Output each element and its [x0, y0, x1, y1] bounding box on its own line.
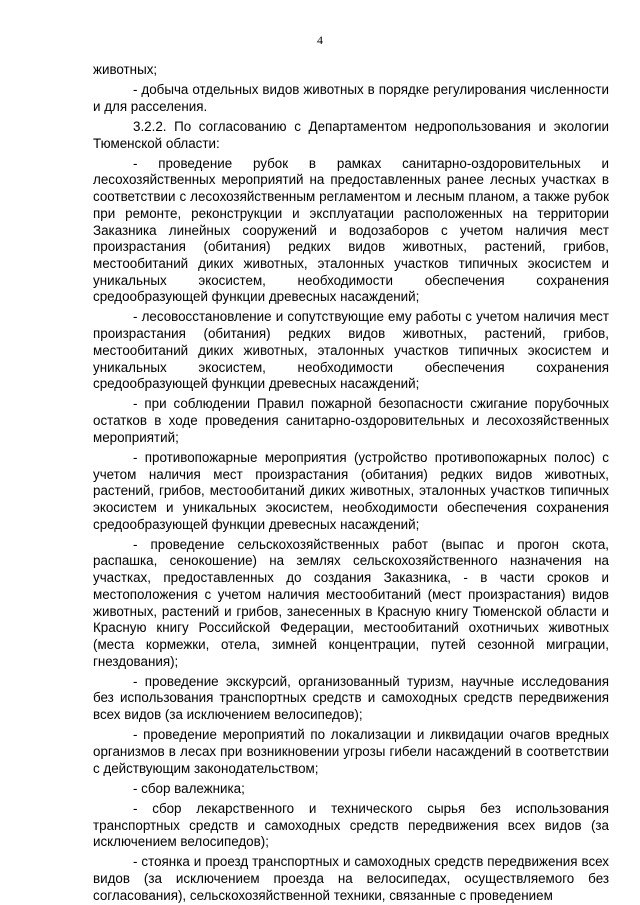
list-item-burning-residues: - при соблюдении Правил пожарной безопасности сжигание порубочных остатков в ходе проведения санитарно-оздоровительных и лесохозяйственных мероприятий; [93, 396, 609, 445]
list-item-medicinal-raw-materials: - сбор лекарственного и технического сырья без использования транспортных средств и самоходных средств передвижения всех видов (за исключением велосипедов); [93, 800, 609, 850]
list-item-reforestation: - лесовосстановление и сопутствующие ему работы с учетом наличия мест произрастания (обитания) редких видов животных, растений, грибов, местообитаний диких животных, эталонных участков типичных экосистем и уникальных экосистем, необходимости обеспечения сохранения средообразующей функции древесных насаждений; [93, 309, 609, 392]
list-item-pest-control: - проведение мероприятий по локализации и ликвидации очагов вредных организмов в лесах при возникновении угрозы гибели насаждений в соответствии с действующим законодательством; [93, 727, 609, 776]
list-item-population-regulation: - добыча отдельных видов животных в порядке регулирования численности и для расселения. [93, 82, 609, 114]
list-item-logging: - проведение рубок в рамках санитарно-оздоровительных и лесохозяйственных мероприятий на предоставленных ранее лесных участках в соответствии с лесохозяйственным регламентом и лесным планом, а также рубок при ремонте, реконструкции и эксплуатации расположенных на территории Заказника линейных сооружений и водозаборов с учетом наличия мест произрастания (обитания) редких видов животных, растений, грибов, местообитаний диких животных, эталонных участков типичных экосистем и уникальных экосистем, необходимости обеспечения сохранения средообразующей функции древесных насаждений; [93, 155, 609, 305]
list-item-excursions: - проведение экскурсий, организованный туризм, научные исследования без использования транспортных средств и самоходных средств передвижения всех видов (за исключением велосипедов); [93, 673, 609, 723]
page-number: 4 [317, 33, 323, 47]
section-heading-3-2-2: 3.2.2. По согласованию с Департаментом недропользования и экологии Тюменской области: [93, 118, 609, 151]
document-body [93, 62, 609, 904]
list-item-deadwood: - сбор валежника; [133, 780, 245, 796]
list-item-agricultural-works: - проведение сельскохозяйственных работ (выпас и прогон скота, распашка, сенокошение) на землях сельскохозяйственного назначения на участках, предоставленных до создания Заказника, - в части сроков и местоположения с учетом наличия местообитаний (мест произрастания) видов животных, растений и грибов, занесенных в Красную книгу Тюменской области и Красную книгу Российской Федерации, местообитаний охотничьих животных (места кормежки, отела, зимней концентрации, путей сезонной миграции, гнездования); [93, 536, 609, 669]
paragraph-continuation: животных; [93, 62, 158, 77]
list-item-fire-prevention: - противопожарные мероприятия (устройство противопожарных полос) с учетом наличия мест произрастания (обитания) редких видов животных, растений, грибов, местообитаний диких животных, эталонных участков типичных экосистем и уникальных экосистем, необходимости обеспечения сохранения средообразующей функции древесных насаждений; [93, 449, 609, 532]
list-item-vehicle-parking: - стоянка и проезд транспортных и самоходных средств передвижения всех видов (за исключением проезда на велосипедах, осуществляемого без согласования), сельскохозяйственной техники, связанные с проведением [93, 854, 609, 903]
